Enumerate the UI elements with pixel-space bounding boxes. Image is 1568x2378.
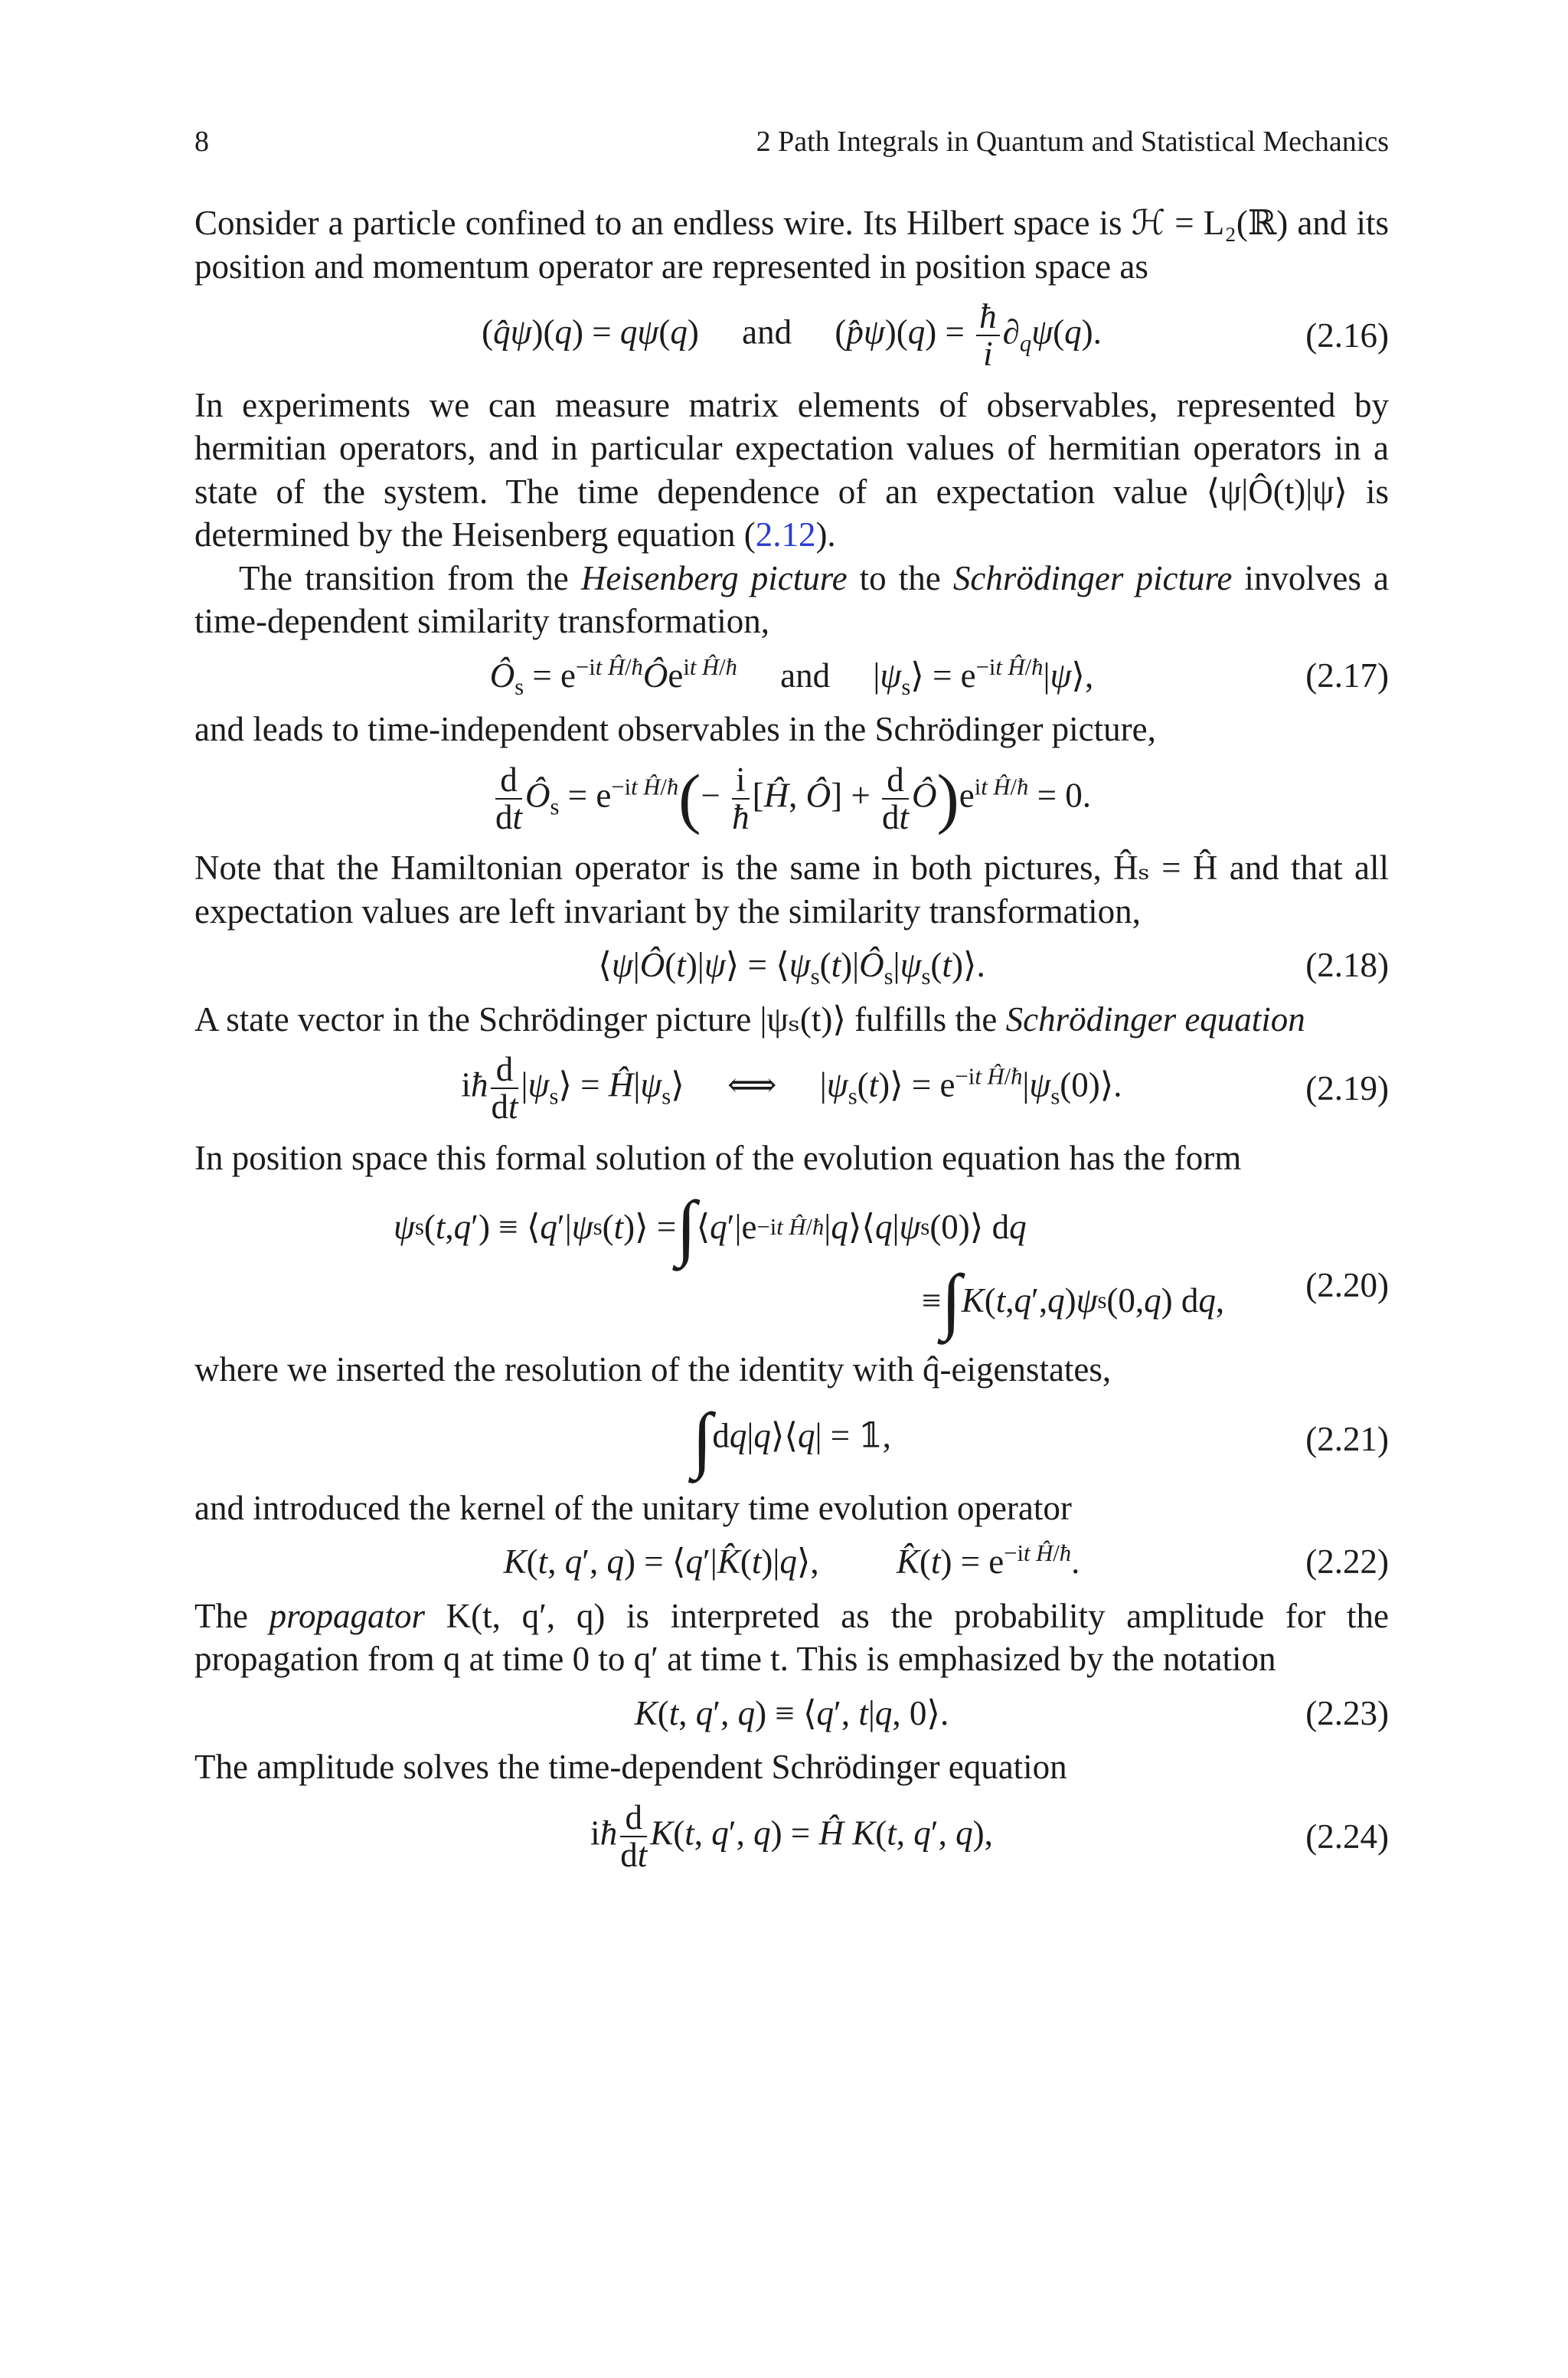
equation-number-2-23: (2.23)	[1305, 1693, 1389, 1732]
equation-2-20	[194, 1186, 1389, 1341]
paragraph-10	[194, 1595, 1389, 1681]
equation-number-2-16: (2.16)	[1305, 316, 1389, 355]
equation-number-2-17: (2.17)	[1305, 656, 1389, 695]
equation-2-23	[194, 1692, 1389, 1735]
equation-2-18	[194, 944, 1389, 987]
equation-2-20-line-1: ψ s ( t , q ′) ≡ ⟨ q ′| ψ s ( t )⟩ = ∫ ⟨ q ′|e −it Ĥ/ħ | q ⟩⟨ q | ψ s (0)⟩ d q	[394, 1186, 1027, 1268]
paragraph-11: The amplitude solves the time-dependent Schrödinger equation	[194, 1748, 1067, 1786]
paragraph-6	[194, 998, 1389, 1042]
equation-number-2-24: (2.24)	[1305, 1817, 1389, 1856]
equation-observables-math: $\frac{d}{dt}$ $Ô_s = e^{-it Ĥ/ħ}(-$ $\frac{i}{ħ}$ [Ĥ, Ô] + $\frac{d}{dt}$ $Ô)e^{it Ĥ/ħ} = 0$.	[495, 760, 1091, 836]
equation-2-19-math: iħ $\frac{d}{dt}$ $|\psi_s⟩$ = $Ĥ|\psi_s⟩$ ⟺ $|\psi_s(t)⟩$ = $e^{-it Ĥ/ħ}|\psi_s(0)⟩$.	[461, 1050, 1122, 1127]
running-title: 2 Path Integrals in Quantum and Statistical Mechanics	[756, 126, 1389, 158]
paragraph-2-end: ).	[815, 515, 836, 554]
equation-number-2-22: (2.22)	[1305, 1542, 1389, 1581]
term-propagator: propagator	[269, 1596, 425, 1635]
equation-2-24	[194, 1797, 1389, 1874]
equation-number-2-20: (2.20)	[1305, 1265, 1389, 1304]
paragraph-10-b: K(t, q′, q) is interpreted as the probability amplitude for the propagation from q at time 0 to q′ at time t. This is emphasized by the notation	[194, 1596, 1389, 1678]
paragraph-3-c: involves a time-dependent similarity transformation,	[194, 558, 1389, 640]
term-schrodinger-picture: Schrödinger picture	[952, 558, 1233, 597]
paragraph-3-a: The transition from the	[239, 558, 581, 597]
equation-ref-2-12[interactable]: 2.12	[755, 515, 816, 554]
paragraph-3	[194, 557, 1389, 643]
paragraph-1: Consider a particle confined to an endless wire. Its Hilbert space is ℋ = L₂(ℝ) and its position and momentum operator are represented in position space as	[194, 204, 1389, 286]
term-schrodinger-equation: Schrödinger equation	[1005, 999, 1305, 1039]
equation-2-19	[194, 1052, 1389, 1126]
equation-number-2-21: (2.21)	[1305, 1419, 1389, 1458]
paragraph-7: In position space this formal solution of the evolution equation has the form	[194, 1138, 1242, 1177]
equation-2-23-math: K(t, q′, q) ≡ ⟨q′, t|q, 0⟩.	[634, 1693, 949, 1732]
equation-2-24-math: iħ $\frac{d}{dt}$ K(t, q′, q) = Ĥ K(t, q′, q),	[590, 1797, 993, 1874]
and-word: and	[742, 312, 792, 352]
equation-2-21	[194, 1397, 1389, 1480]
main-text	[194, 201, 1389, 1884]
paragraph-3-b: to the	[847, 558, 953, 597]
equation-2-22	[194, 1540, 1389, 1584]
equation-2-17	[194, 654, 1389, 698]
paragraph-2	[194, 384, 1389, 557]
equation-2-22-math: K(t, q′, q) = ⟨q′|K̂(t)|q⟩, K̂(t) = $e^{-it Ĥ/ħ}$.	[503, 1540, 1080, 1581]
equation-2-21-math: ∫dq|q⟩⟨q| = 𝟙,	[692, 1397, 891, 1480]
paragraph-5: Note that the Hamiltonian operator is the same in both pictures, Ĥₛ = Ĥ and that all expectation values are left invariant by the similarity transformation,	[194, 849, 1389, 931]
equation-observables	[194, 762, 1389, 836]
term-heisenberg-picture: Heisenberg picture	[580, 558, 848, 597]
page-number: 8	[194, 126, 209, 158]
paragraph-9: and introduced the kernel of the unitary time evolution operator	[194, 1488, 1072, 1527]
equation-2-16-math: (q̂ψ)(q) = qψ(q) and (p̂ψ)(q) = $\frac{ħ}{i}$ $\partial_q\psi(q)$.	[482, 297, 1102, 374]
equation-2-20-line-2: ≡ ∫ K ( t , q ′, q ) ψ s (0, q ) d q ,	[922, 1259, 1225, 1341]
paragraph-6-a: A state vector in the Schrödinger picture |ψₛ(t)⟩ fulfills the	[194, 999, 1006, 1039]
paragraph-8: where we inserted the resolution of the identity with q̂-eigenstates,	[194, 1350, 1112, 1389]
paragraph-2-text: In experiments we can measure matrix elements of observables, represented by hermitian operators, and in particular expectation values of hermitian operators in a state of the system. The time dependence of an expectation value ⟨ψ|Ô(t)|ψ⟩ is determined by the Heisenberg equation (	[194, 385, 1389, 554]
equation-2-16	[194, 299, 1389, 373]
paragraph-10-a: The	[194, 1596, 270, 1635]
equation-2-18-math: ⟨ψ|Ô(t)|ψ⟩ = $⟨\psi_s(t)|Ô_s|\psi_s(t)⟩$.	[598, 946, 985, 989]
equation-number-2-18: (2.18)	[1305, 946, 1389, 984]
equation-2-17-math: $Ô_s$ = $e^{-it Ĥ/ħ}Ôe^{it Ĥ/ħ}$ and $|\psi_s⟩$ = $e^{-it Ĥ/ħ}|\psi⟩$,	[489, 653, 1094, 700]
equation-number-2-19: (2.19)	[1305, 1069, 1389, 1107]
paragraph-4: and leads to time-independent observables in the Schrödinger picture,	[194, 710, 1156, 748]
